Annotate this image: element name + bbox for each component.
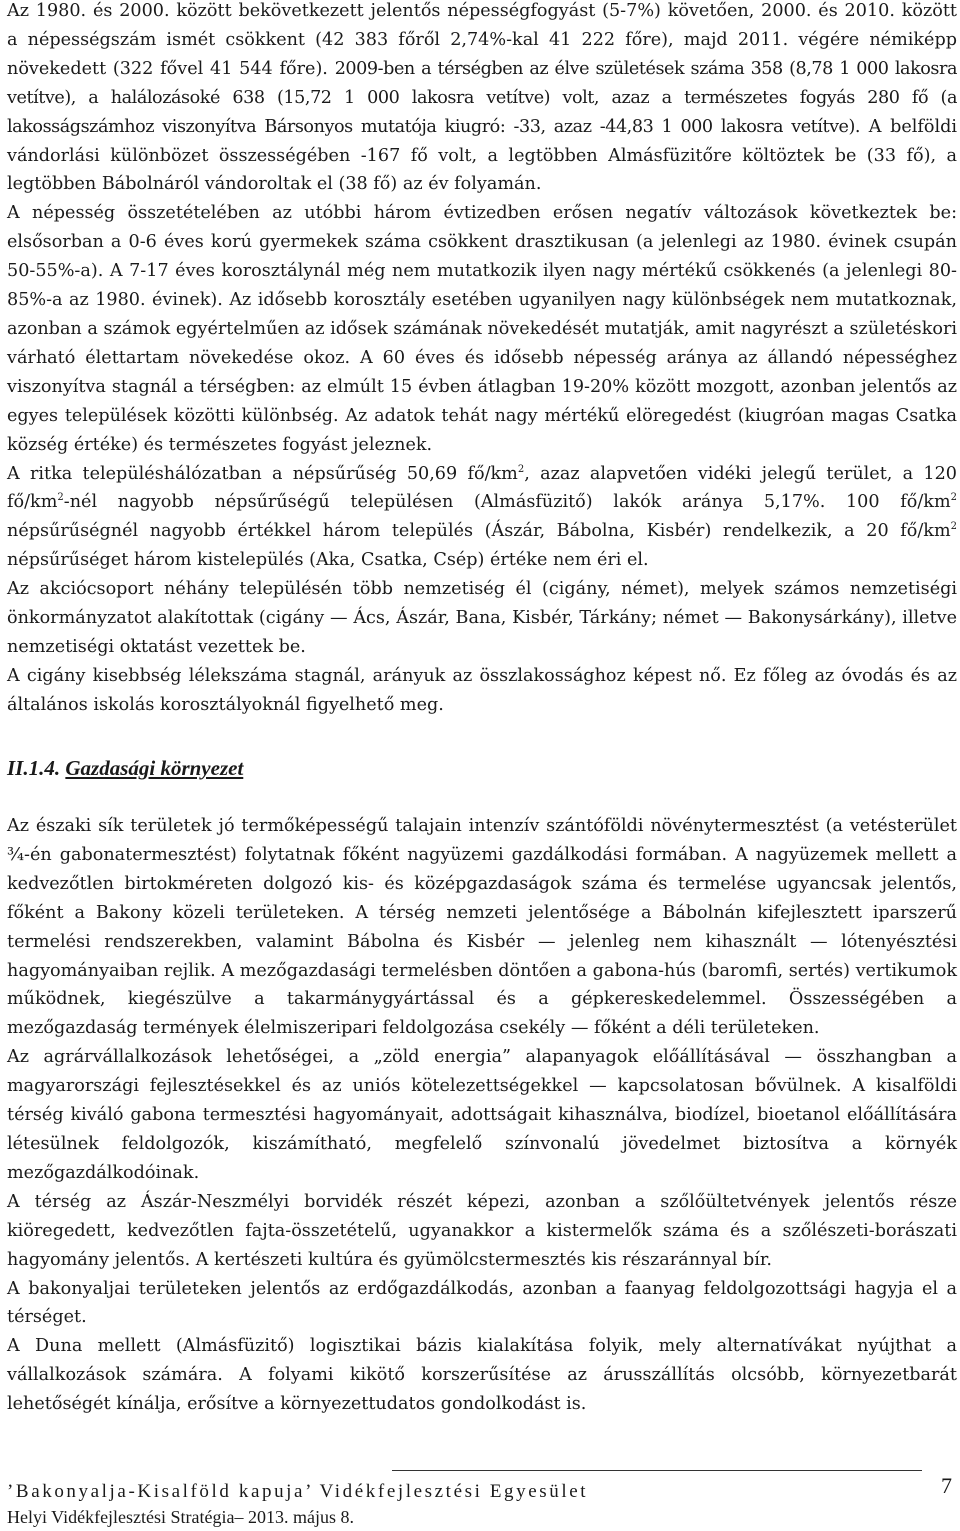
footer-divider	[392, 1470, 922, 1471]
economy-section	[7, 812, 957, 1419]
superscript: 2	[950, 492, 957, 504]
footer-organization: ’Bakonyalja-Kisalföld kapuja’ Vidékfejlesztési Egyesület	[7, 1481, 589, 1502]
section-heading	[7, 756, 243, 781]
paragraph-density	[7, 460, 957, 576]
paragraph-population-trend	[7, 0, 957, 199]
paragraph-agriculture: Az északi sík területek jó termőképességű talajain intenzív szántóföldi növénytermesztést (a vetésterület ¾-én gabonatermesztést) folytatnak főként nagyüzemi gazdálkodási formában. A nagyüzemek mellett a kedvezőtlen birtokméreten dolgozó kis- és középgazdaságok száma és termelése ugyancsak jelentős, főként a Bakony közeli területeken. A térség nemzeti jelentősége a Bábolnán kifejlesztett iparszerű termelési rendszerekben, valamint Bábolna és Kisbér — jelenleg nem kihasznált — lótenyésztési hagyományaiban rejlik. A mezőgazdasági termelésben döntően a gabona-hús (baromfi, sertés) vertikumok működnek, kiegészülve a takarmánygyártással és a gépkereskedelemmel. Összességében a mezőgazdaság termények élelmiszeripari feldolgozása csekély — főként a déli területeken.	[7, 816, 957, 1039]
paragraph-nationalities: Az akciócsoport néhány településén több nemzetiség él (cigány, német), melyek számos nemzetiségi önkormányzatot alakítottak (cigány — Ács, Ászár, Bana, Kisbér, Tárkány; német — Bakonysárkány), illetve nemzetiségi oktatást vezettek be.	[7, 579, 957, 657]
superscript: 2	[950, 521, 957, 533]
text-span: -nél nagyobb népsűrűségű településen (Almásfüzitő) lakók aránya 5,17%. 100 fő/km	[63, 492, 951, 513]
text-span: Az 1980. és 2000. között bekövetkezett jelentős népességfogyást (5-7%) követően, 2000. és 2010. között a népességszám ismét csökkent (42 383 főről 2,74%-kal 41 222 főre), majd 2011. végére némiképp növekedett (322 fővel 41 544 főre).	[7, 1, 957, 79]
text-span: A ritka településhálózatban a népsűrűség 50,69 fő/km	[7, 463, 518, 484]
paragraph-forestry: A bakonyaljai területeken jelentős az erdőgazdálkodás, azonban a faanyag feldolgozottsági hagyja el a térséget.	[7, 1278, 957, 1328]
section-number: II.1.4.	[7, 756, 61, 780]
text-span-condensed: 2009-ben a térségben az élve születések száma 358 (8,78 1 000 lakosra vetítve), a halálozásoké 638 (15,72 1 000 lakosra vetítve) volt, azaz a természetes fogyás 280 fő (a lakosságszámhoz viszonyítva Bársonyos mutatója kiugró: -33, azaz -44,83 1 000 lakosra vetítve).	[7, 58, 957, 137]
superscript: 2	[517, 463, 525, 475]
text-span: , azaz alapvetően vidéki jelegű terület, a 120 fő/km	[7, 463, 957, 513]
paragraph-population-structure: A népesség összetételében az utóbbi három évtizedben erősen negatív változások következtek be: elsősorban a 0-6 éves korú gyermekek száma csökkent drasztikusan (a jelenlegi az 1980. évinek csupán 50-55%-a). A 7-17 éves korosztálynál még nem mutatkozik ilyen nagy mértékű csökkenés (a jelenlegi 80-85%-a az 1980. évinek). Az idősebb korosztály esetében ugyanilyen nagy különbségek nem mutatkoznak, azonban a számok egyértelműen az idősek számának növekedését mutatják, amit nagyrészt a születéskori várható élettartam növekedése okoz. A 60 éves és idősebb népesség aránya az állandó népességhez viszonyítva stagnál a térségben: az elmúlt 15 évben átlagban 19-20% között mozgott, azonban jelentős az egyes települések közötti különbség. Az adatok tehát nagy mértékű elöregedést (kiugróan magas Csatka község értéke) és természetes fogyást jeleznek.	[7, 203, 957, 455]
superscript: 2	[57, 492, 64, 504]
text-span: népsűrűséget három kistelepülés (Aka, Csatka, Csép) értéke nem éri el.	[7, 550, 649, 571]
paragraph-logistics: A Duna mellett (Almásfüzitő) logisztikai bázis kialakítása folyik, mely alternatívákat nyújthat a vállalkozások számára. A folyami kikötő korszerűsítése az árusszállítás olcsóbb, környezetbarát lehetőségét kínálja, erősítve a környezettudatos gondolkodást is.	[7, 1336, 957, 1415]
text-span: népsűrűségnél nagyobb értékkel három település (Ászár, Bábolna, Kisbér) rendelkezik, a 20 fő/km	[7, 521, 951, 542]
text-span: A belföldi vándorlási különbözet összességében -167 fő volt, a legtöbben Almásfüzitőre költöztek be (33 fő), a legtöbben Bábolnáról vándoroltak el (38 fő) az év folyamán.	[7, 116, 958, 195]
population-section	[7, 0, 957, 720]
footer-strategy-date: Helyi Vidékfejlesztési Stratégia– 2013. május 8.	[7, 1507, 355, 1527]
section-title: Gazdasági környezet	[65, 756, 244, 780]
page-number: 7	[941, 1473, 952, 1498]
paragraph-roma-minority: A cigány kisebbség lélekszáma stagnál, arányuk az összlakossághoz képest nő. Ez főleg az óvodás és az általános iskolás korosztályoknál figyelhető meg.	[7, 665, 957, 715]
paragraph-wine-region: A térség az Ászár-Neszmélyi borvidék részét képezi, azonban a szőlőültetvények jelentős része kiöregedett, kedvezőtlen fajta-összetételű, ugyanakkor a kistermelők száma és a szőlészeti-borászati hagyomány jelentős. A kertészeti kultúra és gyümölcstermesztés kis részaránnyal bír.	[7, 1191, 957, 1270]
paragraph-green-energy: Az agrárvállalkozások lehetőségei, a „zöld energia” alapanyagok előállításával — összhangban a magyarországi fejlesztésekkel és az uniós kötelezettségekkel — kapcsolatosan bővülnek. A kisalföldi térség kiváló gabona termesztési hagyományait, adottságait kihasználva, biodízel, bioetanol előállítására létesülnek feldolgozók, kiszámítható, megfelelő színvonalú jövedelmet biztosítva a környék mezőgazdálkodóinak.	[7, 1047, 957, 1183]
